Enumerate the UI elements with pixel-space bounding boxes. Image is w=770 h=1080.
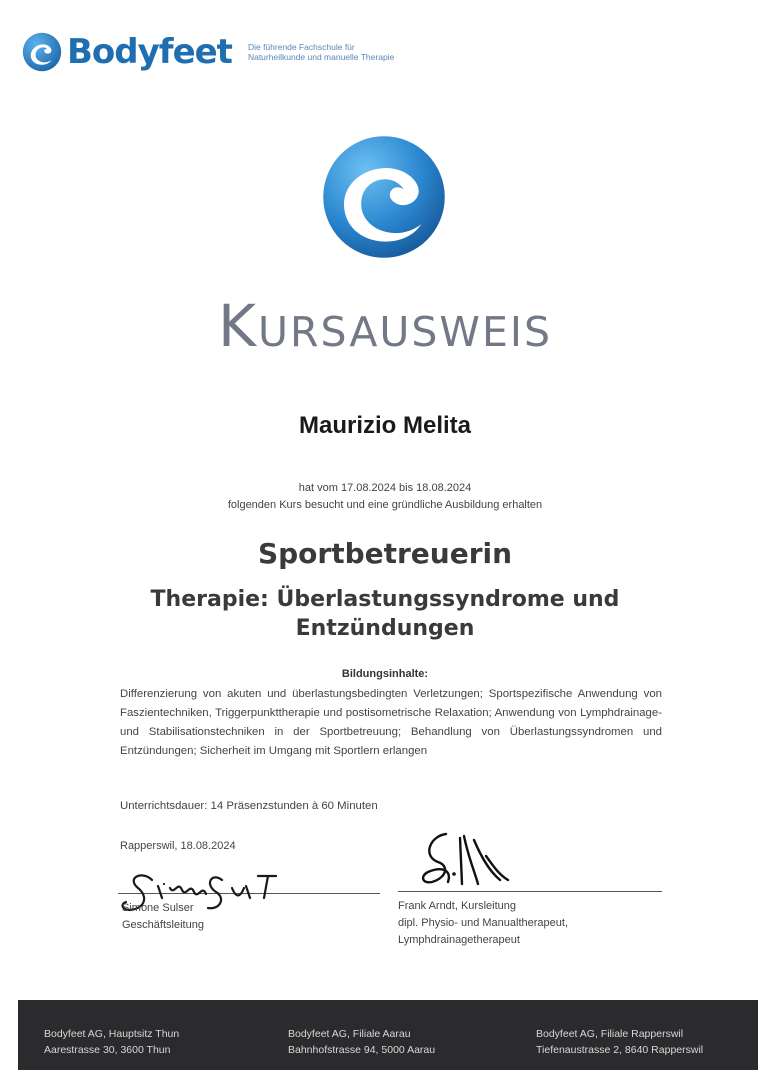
signer-role: Geschäftsleitung [122,919,204,931]
tagline-line: Die führende Fachschule für [247,42,355,52]
bodyfeet-emblem-icon [322,135,446,259]
intro-line: folgenden Kurs besucht und eine gründliche Ausbildung erhalten [227,499,543,511]
footer-line: Aarestrasse 30, 3600 Thun [44,1044,171,1056]
brand-name: Bodyfeet [67,32,232,72]
recipient-name: Maurizio Melita [298,412,472,439]
footer-address-thun [44,1026,179,1058]
footer-line: Bodyfeet AG, Filiale Rapperswil [536,1028,684,1040]
document-title: Kursausweis [218,292,552,360]
signer-role: dipl. Physio- und Manualtherapeut, [398,917,568,929]
intro-line: hat vom 17.08.2024 bis 18.08.2024 [298,482,472,494]
tagline-line: Naturheilkunde und manuelle Therapie [247,52,395,62]
intro-text [0,480,770,514]
header-logo [22,32,394,72]
signer-right [398,898,568,949]
tagline [248,42,394,62]
course-title: Sportbetreuerin [257,537,513,570]
course-duration: Unterrichtsdauer: 14 Präsenzstunden à 60 Minuten [120,800,378,812]
footer-address-rapperswil [536,1026,703,1058]
signer-name: Frank Arndt, Kursleitung [398,900,517,912]
signer-name: Simone Sulser [122,902,194,914]
footer-line: Bahnhofstrasse 94, 5000 Aarau [288,1044,436,1056]
signer-role: Lymphdrainagetherapeut [398,934,520,946]
signature-right-icon [408,826,528,896]
footer-line: Bodyfeet AG, Filiale Aarau [288,1028,411,1040]
footer-line: Bodyfeet AG, Hauptsitz Thun [44,1028,180,1040]
bodyfeet-logo-icon [22,32,62,72]
signer-left [122,900,204,934]
contents-heading: Bildungsinhalte: [341,668,429,680]
contents-text: Differenzierung von akuten und überlastungsbedingten Verletzungen; Sportspezifische Anwendung von Faszientechniken, Triggerpunkttherapie und postisometrische Relaxation; Anwendung von Lymphdrainage- und Stabilisationstechniken in der Sportbetreuung; Behandlung von Überlastungssyndromen und Entzündungen; Sicherheit im Umgang mit Sportlern erlangen [120,688,662,757]
footer-line: Tiefenaustrasse 2, 8640 Rapperswil [536,1044,704,1056]
course-subtitle: Therapie: Überlastungssyndrome und Entzündungen [150,587,620,641]
place-date: Rapperswil, 18.08.2024 [120,840,236,852]
footer-bar [18,1000,758,1070]
footer-address-aarau [288,1026,435,1058]
